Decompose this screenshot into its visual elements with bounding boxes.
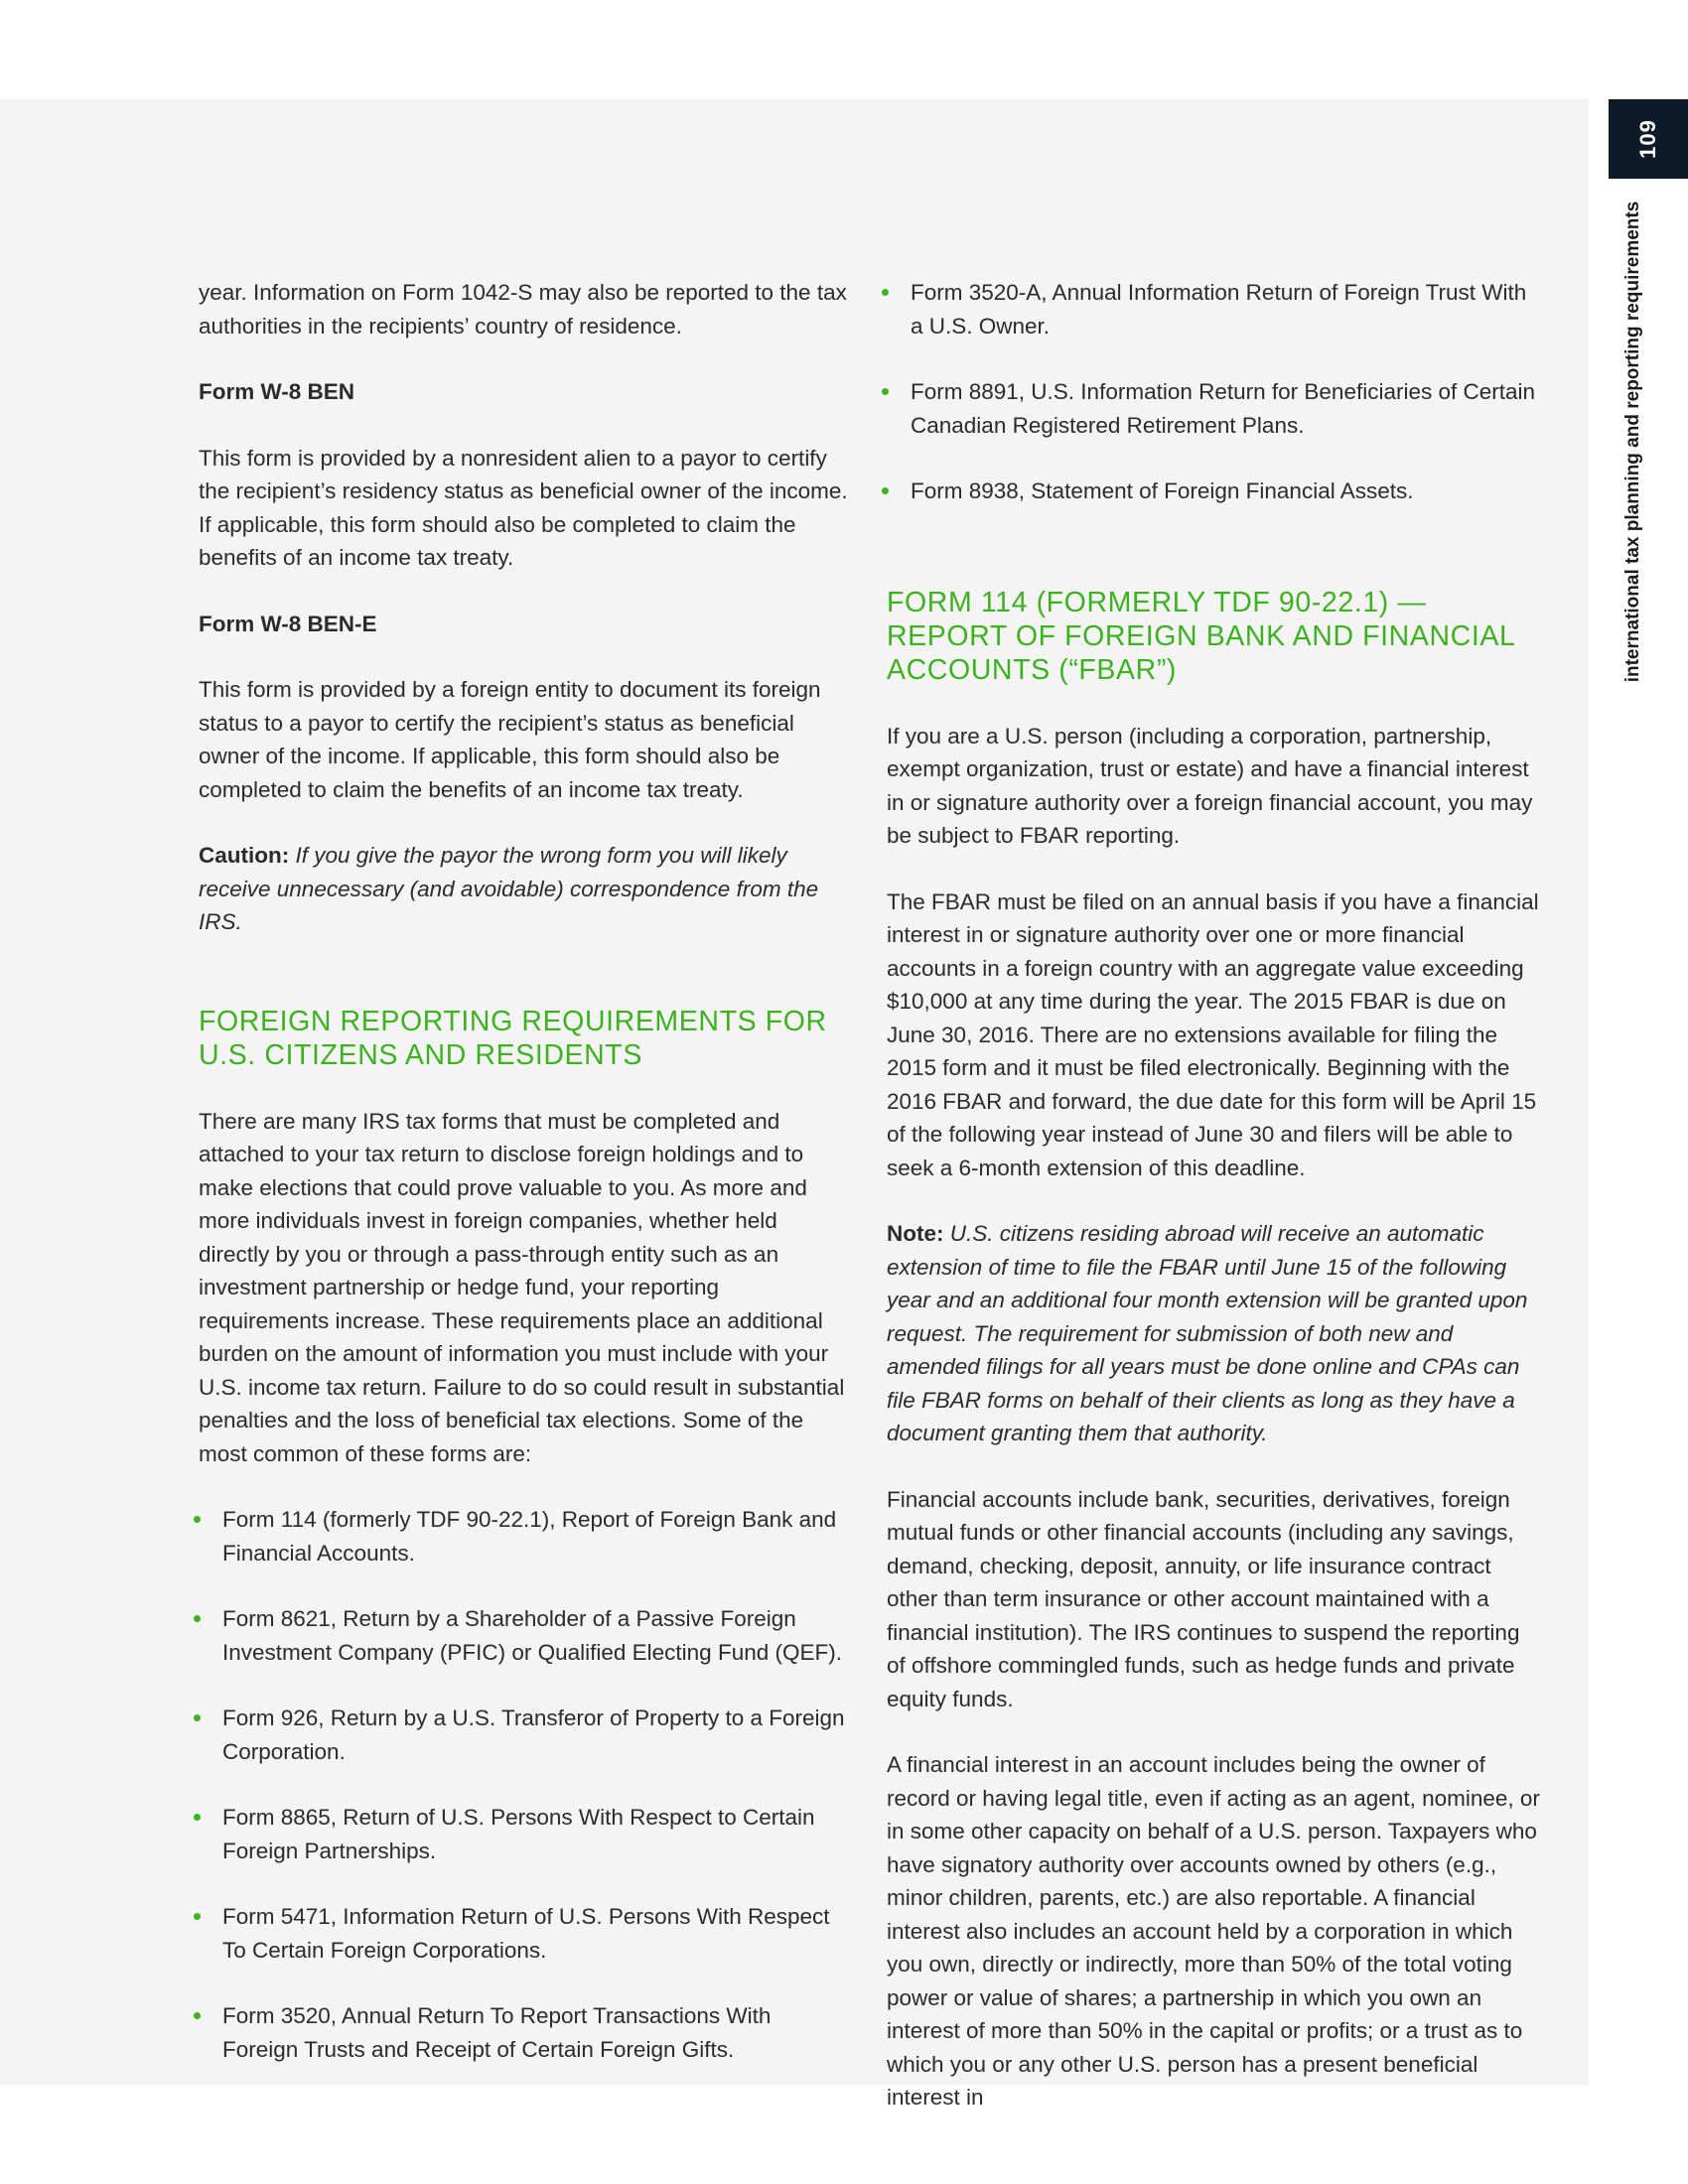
list-item: Form 3520, Annual Return To Report Transactions With Foreign Trusts and Receipt of Certain Foreign Gifts. bbox=[199, 1999, 852, 2066]
fbar-paragraph-3: Financial accounts include bank, securities, derivatives, foreign mutual funds or other financial accounts (including any savings, demand, checking, deposit, annuity, or life insurance contract other than term insurance or other account maintained with a financial institution). The IRS continues to suspend the reporting of offshore commingled funds, such as hedge funds and private equity funds. bbox=[887, 1486, 1520, 1711]
note-text: U.S. citizens residing abroad will receive an automatic extension of time to file the FBAR until June 15 of the following year and an additional four month extension will be granted upon request. The requirement for submission of both new and amended filings for all years must be done online and CPAs can file FBAR forms on behalf of their clients as long as they have a document granting them that authority. bbox=[887, 1221, 1528, 1445]
running-header-text: international tax planning and reporting requirements bbox=[1622, 201, 1643, 683]
bullet-icon bbox=[194, 1714, 201, 1721]
intro-paragraph: year. Information on Form 1042-S may also be reported to the tax authorities in the recipients’ country of residence. bbox=[199, 280, 847, 339]
section-heading: FOREIGN REPORTING REQUIREMENTS FOR U.S. CITIZENS AND RESIDENTS bbox=[199, 1005, 827, 1071]
list-item: Form 8891, U.S. Information Return for Beneficiaries of Certain Canadian Registered Retirement Plans. bbox=[887, 375, 1540, 442]
list-item: Form 8938, Statement of Foreign Financial Assets. bbox=[887, 475, 1540, 508]
page-number-tab bbox=[1609, 99, 1688, 179]
bullet-icon bbox=[194, 1814, 201, 1821]
forms-list bbox=[199, 1503, 852, 2066]
list-item: Form 926, Return by a U.S. Transferor of Property to a Foreign Corporation. bbox=[199, 1702, 852, 1768]
note-paragraph bbox=[887, 1217, 1540, 1450]
bullet-icon bbox=[882, 289, 889, 296]
list-item: Form 5471, Information Return of U.S. Persons With Respect To Certain Foreign Corporations. bbox=[199, 1900, 852, 1967]
fbar-paragraph-2: The FBAR must be filed on an annual basis if you have a financial interest in or signature authority over one or more financial accounts in a foreign country with an aggregate value exceeding $10,000 at any time during the year. The 2015 FBAR is due on June 30, 2016. There are no extensions available for filing the 2015 form and it must be filed electronically. Beginning with the 2016 FBAR and forward, the due date for this form will be April 15 of the following year instead of June 30 and filers will be able to seek a 6-month extension of this deadline. bbox=[887, 888, 1539, 1180]
bullet-icon bbox=[882, 388, 889, 395]
w8ben-heading: Form W-8 BEN bbox=[199, 379, 355, 404]
w8bene-paragraph: This form is provided by a foreign entity to document its foreign status to a payor to certify the recipient’s status as beneficial owner of the income. If applicable, this form should also be completed to claim the benefits of an income tax treaty. bbox=[199, 677, 821, 802]
caution-label: Caution: bbox=[199, 843, 290, 868]
note-label: Note: bbox=[887, 1221, 944, 1246]
left-column bbox=[199, 276, 852, 2099]
list-item: Form 8621, Return by a Shareholder of a Passive Foreign Investment Company (PFIC) or Qualified Electing Fund (QEF). bbox=[199, 1602, 852, 1669]
fbar-paragraph-1: If you are a U.S. person (including a corporation, partnership, exempt organization, trust or estate) and have a financial interest in or signature authority over a foreign financial account, you may be subject to FBAR reporting. bbox=[887, 723, 1533, 848]
w8ben-paragraph: This form is provided by a nonresident alien to a payor to certify the recipient’s residency status as beneficial owner of the income. If applicable, this form should also be completed to claim the benefits of an income tax treaty. bbox=[199, 445, 848, 570]
bullet-icon bbox=[194, 1516, 201, 1523]
list-item: Form 114 (formerly TDF 90-22.1), Report of Foreign Bank and Financial Accounts. bbox=[199, 1503, 852, 1570]
list-item: Form 8865, Return of U.S. Persons With Respect to Certain Foreign Partnerships. bbox=[199, 1801, 852, 1867]
w8bene-heading: Form W-8 BEN-E bbox=[199, 611, 377, 636]
bullet-icon bbox=[194, 1615, 201, 1622]
caution-paragraph bbox=[199, 839, 852, 939]
right-column bbox=[887, 276, 1540, 2147]
running-header bbox=[1614, 189, 1653, 695]
bullet-icon bbox=[194, 1913, 201, 1920]
page-number: 109 bbox=[1635, 119, 1660, 159]
fbar-heading: FORM 114 (FORMERLY TDF 90-22.1) — REPORT OF FOREIGN BANK AND FINANCIAL ACCOUNTS (“FBAR”) bbox=[887, 586, 1515, 686]
list-item: Form 3520-A, Annual Information Return of Foreign Trust With a U.S. Owner. bbox=[887, 276, 1540, 342]
section-paragraph: There are many IRS tax forms that must be completed and attached to your tax return to disclose foreign holdings and to make elections that could prove valuable to you. As more and more individuals invest in foreign companies, whether held directly by you or through a pass-through entity such as an investment partnership or hedge fund, your reporting requirements increase. These requirements place an additional burden on the amount of information you must include with your U.S. income tax return. Failure to do so could result in substantial penalties and the loss of beneficial tax elections. Some of the most common of these forms are: bbox=[199, 1108, 845, 1466]
bullet-icon bbox=[882, 487, 889, 494]
bullet-icon bbox=[194, 2012, 201, 2019]
caution-text: If you give the payor the wrong form you will likely receive unnecessary (and avoidable) correspondence from the IRS. bbox=[199, 843, 819, 934]
forms-list-continued bbox=[887, 276, 1540, 508]
fbar-paragraph-4: A financial interest in an account includes being the owner of record or having legal title, even if acting as an agent, nominee, or in some other capacity on behalf of a U.S. person. Taxpayers who have signatory authority over accounts owned by others (e.g., minor children, parents, etc.) are also reportable. A financial interest also includes an account held by a corporation in which you own, directly or indirectly, more than 50% of the total voting power or value of shares; a partnership in which you own an interest of more than 50% in the capital or profits; or a trust as to which you or any other U.S. person has a present beneficial interest in bbox=[887, 1752, 1540, 2110]
